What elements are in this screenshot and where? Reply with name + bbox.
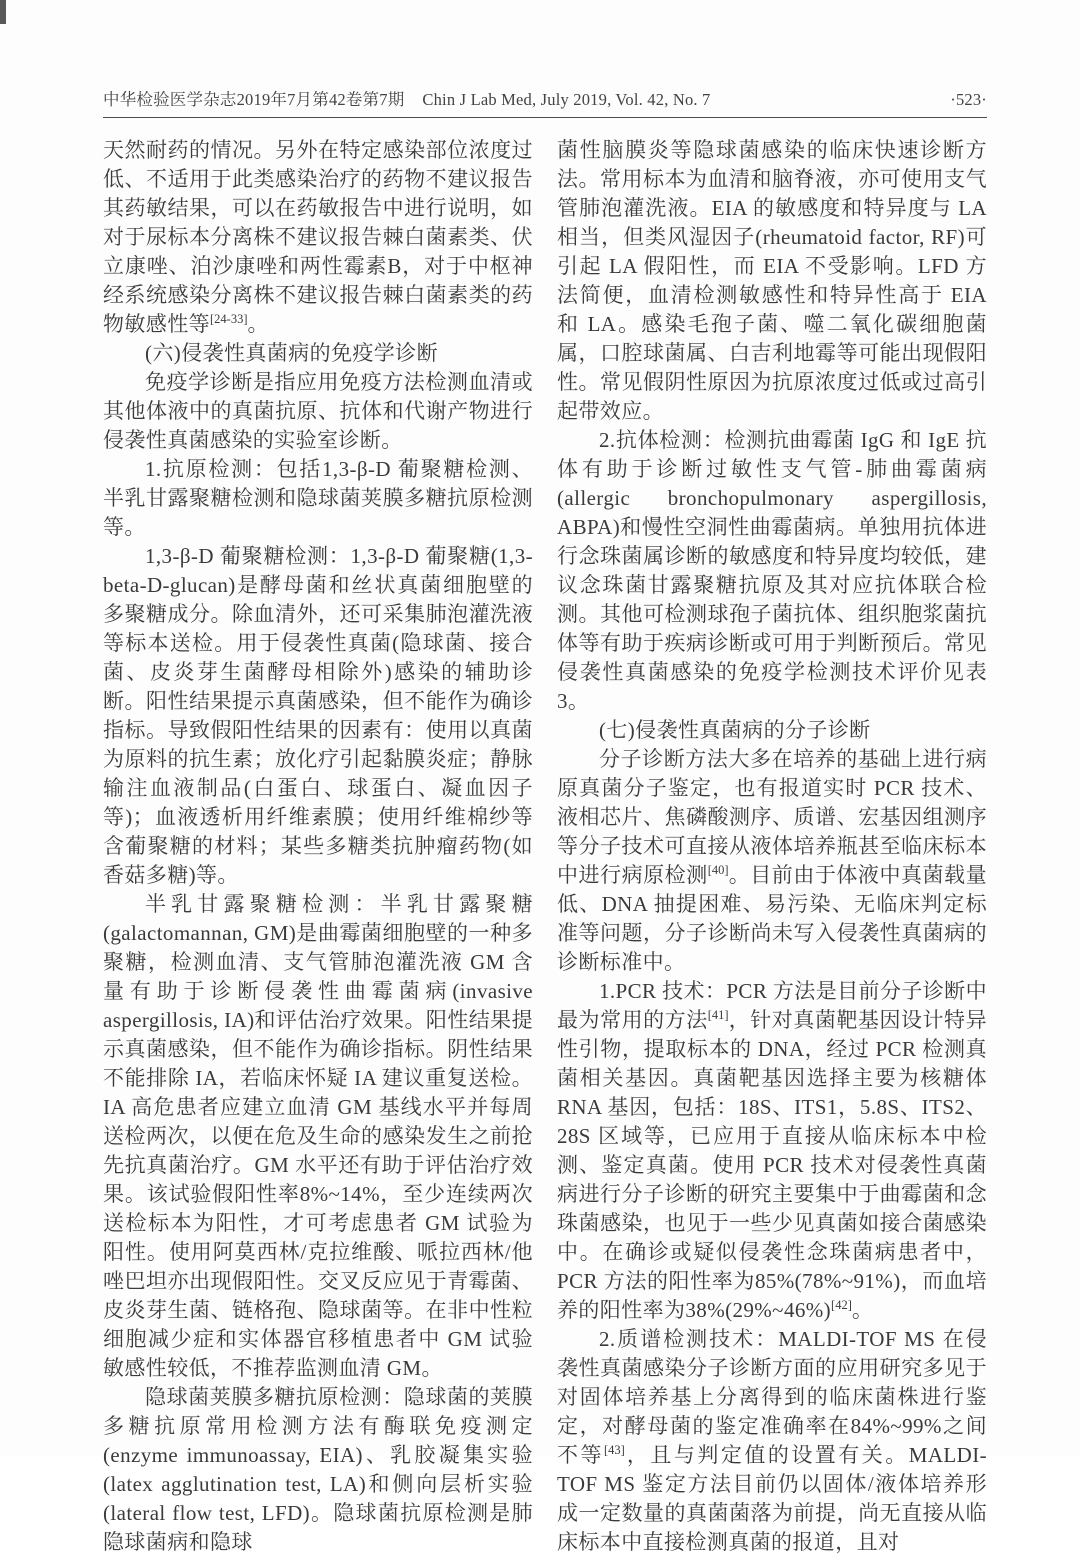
- reference-superscript: [43]: [603, 1443, 625, 1457]
- paragraph: [557, 745, 987, 977]
- paragraph: [103, 136, 533, 339]
- section-heading: [103, 339, 533, 368]
- paragraph: [557, 977, 987, 1325]
- journal-title-en: Chin J Lab Med, July 2019, Vol. 42, No. 7: [422, 90, 711, 109]
- text-run: 菌性脑膜炎等隐球菌感染的临床快速诊断方法。常用标本为血清和脑脊液，亦可使用支气管肺泡灌洗液。EIA 的敏感度和特异度与 LA 相当，但类风湿因子(rheumatoid factor, RF)可引起 LA 假阳性，而 EIA 不受影响。LFD 方法简便，血清检测敏感性和特异性高于 EIA 和 LA。感染毛孢子菌、噬二氧化碳细胞菌属，口腔球菌属、白吉利地霉等可能出现假阳性。常见假阴性原因为抗原浓度过低或过高引起带效应。: [557, 138, 987, 423]
- page-header: [103, 86, 987, 118]
- text-run: 免疫学诊断是指应用免疫方法检测血清或其他体液中的真菌抗原、抗体和代谢产物进行侵袭性真菌感染的实验室诊断。: [103, 370, 533, 452]
- reference-superscript: [40]: [707, 863, 729, 877]
- text-run: 1.抗原检测：包括1,3-β-D 葡聚糖检测、半乳甘露聚糖检测和隐球菌荚膜多糖抗原检测等。: [103, 457, 533, 539]
- section-heading: [557, 716, 987, 745]
- journal-title: [103, 86, 711, 110]
- paragraph: [103, 368, 533, 455]
- reference-superscript: [24-33]: [210, 312, 248, 326]
- text-run: (七)侵袭性真菌病的分子诊断: [599, 718, 871, 742]
- reference-superscript: [41]: [707, 1008, 729, 1022]
- text-run: ，且与判定值的设置有关。MALDI-TOF MS 鉴定方法目前仍以固体/液体培养形成一定数量的真菌菌落为前提，尚无直接从临床标本中直接检测真菌的报道，且对: [557, 1443, 987, 1554]
- column-left: [103, 136, 533, 1557]
- journal-title-cn: 中华检验医学杂志2019年7月第42卷第7期: [103, 90, 405, 109]
- column-right: [557, 136, 987, 1557]
- text-run: 1,3-β-D 葡聚糖检测：1,3-β-D 葡聚糖(1,3-beta-D-glucan)是酵母菌和丝状真菌细胞壁的多聚糖成分。除血清外，还可采集肺泡灌洗液等标本送检。用于侵袭性真菌(隐球菌、接合菌、皮炎芽生菌酵母相除外)感染的辅助诊断。阳性结果提示真菌感染，但不能作为确诊指标。导致假阳性结果的因素有：使用以真菌为原料的抗生素；放化疗引起黏膜炎症；静脉输注血液制品(白蛋白、球蛋白、凝血因子等)；血液透析用纤维素膜；使用纤维棉纱等含葡聚糖的材料；某些多糖类抗肿瘤药物(如香菇多糖)等。: [103, 544, 533, 887]
- paragraph: [103, 890, 533, 1383]
- paragraph: [557, 426, 987, 716]
- paragraph: [103, 542, 533, 890]
- text-run: 2.质谱检测技术：MALDI-TOF MS 在侵袭性真菌感染分子诊断方面的应用研究多见于对固体培养基上分离得到的临床菌株进行鉴定，对酵母菌的鉴定准确率在84%~99%之间不等: [557, 1327, 987, 1467]
- text-run: 1.PCR 技术：PCR 方法是目前分子诊断中最为常用的方法: [557, 979, 987, 1032]
- text-run: (六)侵袭性真菌病的免疫学诊断: [145, 341, 438, 365]
- text-run: 天然耐药的情况。另外在特定感染部位浓度过低、不适用于此类感染治疗的药物不建议报告其药敏结果，可以在药敏报告中进行说明，如对于尿标本分离株不建议报告棘白菌素类、伏立康唑、泊沙康唑和两性霉素B，对于中枢神经系统感染分离株不建议报告棘白菌素类的药物敏感性等: [103, 138, 533, 336]
- text-run: ，针对真菌靶基因设计特异性引物，提取标本的 DNA，经过 PCR 检测真菌相关基因。真菌靶基因选择主要为核糖体 RNA 基因，包括：18S、ITS1，5.8S、ITS2、28S 区域等，已应用于直接从临床标本中检测、鉴定真菌。使用 PCR 技术对侵袭性真菌病进行分子诊断的研究主要集中于曲霉菌和念珠菌感染，也见于一些少见真菌如接合菌感染中。在确诊或疑似侵袭性念珠菌病患者中，PCR 方法的阳性率为85%(78%~91%)，而血培养的阳性率为38%(29%~46%): [557, 1008, 987, 1322]
- paragraph: [557, 136, 987, 426]
- text-run: 。: [851, 1298, 874, 1322]
- article-columns: [103, 136, 987, 1557]
- text-run: 隐球菌荚膜多糖抗原检测：隐球菌的荚膜多糖抗原常用检测方法有酶联免疫测定(enzyme immunoassay, EIA)、乳胶凝集实验(latex agglutination test, LA)和侧向层析实验(lateral flow test, LFD)。隐球菌抗原检测是肺隐球菌病和隐球: [103, 1385, 533, 1554]
- paragraph: [557, 1325, 987, 1557]
- reference-superscript: [42]: [831, 1298, 852, 1312]
- text-run: 。目前由于体液中真菌载量低、DNA 抽提困难、易污染、无临床判定标准等问题，分子诊断尚未写入侵袭性真菌病的诊断标准中。: [557, 863, 987, 974]
- text-run: 半乳甘露聚糖检测：半乳甘露聚糖(galactomannan, GM)是曲霉菌细胞壁的一种多聚糖，检测血清、支气管肺泡灌洗液 GM 含量有助于诊断侵袭性曲霉菌病(invasive aspergillosis, IA)和评估治疗效果。阳性结果提示真菌感染，但不能作为确诊指标。阴性结果不能排除 IA，若临床怀疑 IA 建议重复送检。IA 高危患者应建立血清 GM 基线水平并每周送检两次，以便在危及生命的感染发生之前抢先抗真菌治疗。GM 水平还有助于评估治疗效果。该试验假阳性率8%~14%，至少连续两次送检标本为阳性，才可考虑患者 GM 试验为阳性。使用阿莫西林/克拉维酸、哌拉西林/他唑巴坦亦出现假阳性。交叉反应见于青霉菌、皮炎芽生菌、链格孢、隐球菌等。在非中性粒细胞减少症和实体器官移植患者中 GM 试验敏感性较低，不推荐监测血清 GM。: [103, 892, 533, 1380]
- text-run: 分子诊断方法大多在培养的基础上进行病原真菌分子鉴定，也有报道实时 PCR 技术、液相芯片、焦磷酸测序、质谱、宏基因组测序等分子技术可直接从液体培养瓶甚至临床标本中进行病原检测: [557, 747, 987, 887]
- text-run: 2.抗体检测：检测抗曲霉菌 IgG 和 IgE 抗体有助于诊断过敏性支气管-肺曲霉菌病(allergic bronchopulmonary aspergillosis, ABPA)和慢性空洞性曲霉菌病。单独用抗体进行念珠菌属诊断的敏感度和特异度均较低，建议念珠菌甘露聚糖抗原及其对应抗体联合检测。其他可检测球孢子菌抗体、组织胞浆菌抗体等有助于疾病诊断或可用于判断预后。常见侵袭性真菌感染的免疫学检测技术评价见表3。: [557, 428, 987, 713]
- text-run: 。: [247, 312, 269, 336]
- page-number: ·523·: [950, 90, 987, 109]
- scan-artifact: [0, 0, 6, 24]
- paragraph: [103, 455, 533, 542]
- paragraph: [103, 1383, 533, 1557]
